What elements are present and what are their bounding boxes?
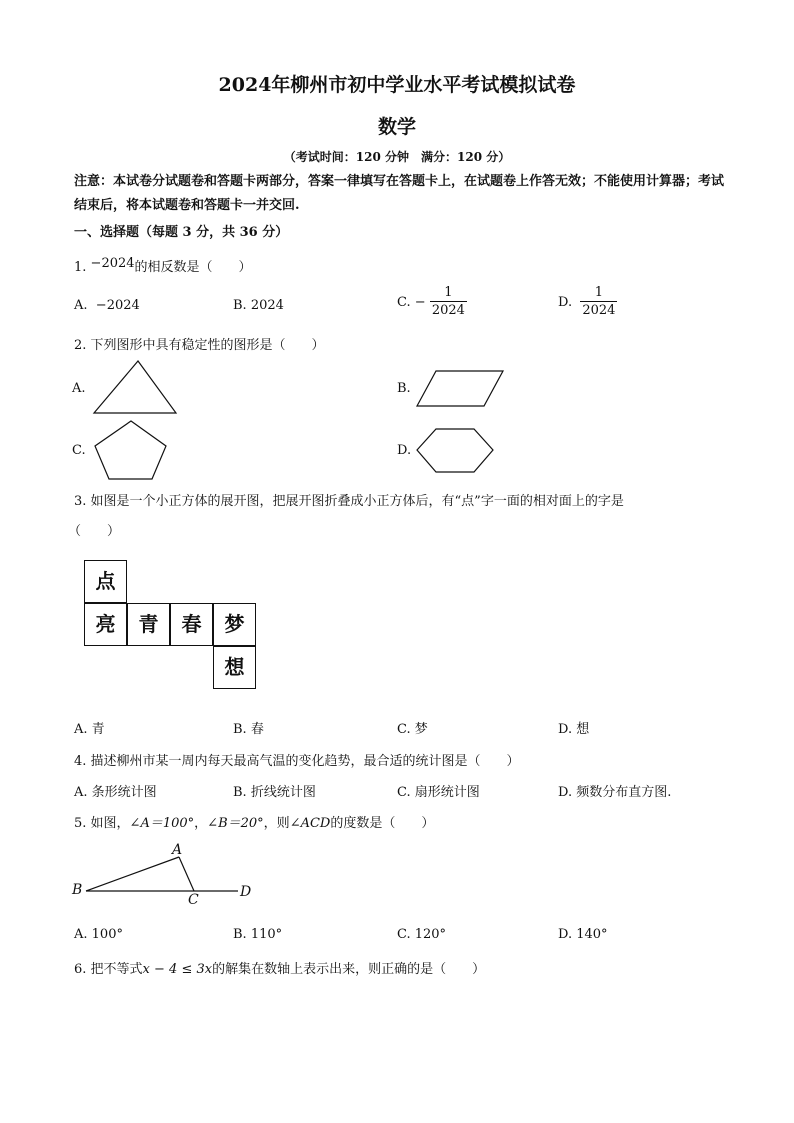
- q1-text: 的相反数是（ ）: [134, 260, 252, 275]
- exam-title: 2024年柳州市初中学业水平考试模拟试卷: [218, 74, 576, 96]
- q5-condition-2: ∠B＝20°: [207, 816, 264, 831]
- question-5: 5. 如图，∠A＝100°，∠B＝20°，则∠ACD的度数是（ ）: [74, 816, 435, 831]
- q1-a-label: A.: [74, 298, 88, 313]
- q6-suffix: 的解集在数轴上表示出来，则正确的是（ ）: [212, 962, 486, 977]
- q3-option-b[interactable]: B. 春: [233, 722, 264, 737]
- q2-option-b-label[interactable]: B.: [397, 381, 411, 396]
- cube-face-4: 春: [170, 603, 213, 646]
- question-6: [74, 958, 485, 977]
- question-2: 2. 下列图形中具有稳定性的图形是（ ）: [74, 338, 325, 353]
- q1-b-label: B.: [233, 298, 247, 313]
- point-label-a: A: [172, 842, 183, 858]
- q1-a-value: −2024: [95, 298, 140, 313]
- q4-option-d[interactable]: D. 频数分布直方图.: [558, 785, 672, 800]
- q1-c-numerator: 1: [430, 285, 467, 302]
- notice: 注意：本试卷分试题卷和答题卡两部分，答案一律填写在答题卡上，在试题卷上作答无效；不能使用计算器；考试结束后，将本试题卷和答题卡一并交回.: [74, 174, 725, 213]
- q1-number: 1.: [74, 260, 87, 275]
- question-4: 4. 描述柳州市某一周内每天最高气温的变化趋势，最合适的统计图是（ ）: [74, 754, 520, 769]
- line-ba: [86, 857, 179, 891]
- q1-c-label: C.: [397, 295, 411, 310]
- q5-option-d[interactable]: D. 140°: [558, 927, 608, 942]
- line-ac: [179, 857, 194, 891]
- q3-option-d[interactable]: D. 想: [558, 722, 590, 737]
- q6-inequality: x − 4 ≤ 3x: [142, 962, 213, 977]
- q5-suffix: 的度数是（ ）: [330, 816, 435, 831]
- cube-face-1: 点: [84, 560, 127, 603]
- q5-option-a[interactable]: A. 100°: [74, 927, 123, 942]
- q2-option-a-label[interactable]: A.: [72, 381, 86, 396]
- q4-option-b[interactable]: B. 折线统计图: [233, 785, 316, 800]
- point-label-c: C: [188, 892, 199, 908]
- q1-d-label: D.: [558, 295, 573, 310]
- q1-c-sign: −: [414, 295, 426, 310]
- q5-target: ∠ACD: [289, 816, 331, 831]
- q1-d-denominator: 2024: [582, 303, 616, 318]
- cube-face-2: 亮: [84, 603, 127, 646]
- cube-face-5: 梦: [213, 603, 256, 646]
- q4-option-a[interactable]: A. 条形统计图: [74, 785, 157, 800]
- section-heading: 一、选择题（每题 3 分，共 36 分）: [74, 225, 289, 240]
- q4-option-c[interactable]: C. 扇形统计图: [397, 785, 480, 800]
- cube-face-6: 想: [213, 646, 256, 689]
- q3-option-a[interactable]: A. 青: [74, 722, 105, 737]
- q5-condition-1: ∠A＝100°: [129, 816, 195, 831]
- q5-option-b[interactable]: B. 110°: [233, 927, 283, 942]
- q1-expression: −2024: [90, 256, 135, 271]
- q2-option-d-label[interactable]: D.: [397, 443, 412, 458]
- point-label-d: D: [240, 884, 252, 900]
- subject-title: 数学: [377, 116, 416, 138]
- q5-mid: ，则: [263, 816, 290, 831]
- q3-option-c[interactable]: C. 梦: [397, 722, 428, 737]
- exam-info: （考试时间：120 分钟 满分：120 分）: [283, 150, 511, 164]
- q2-option-c-label[interactable]: C.: [72, 443, 86, 458]
- q6-prefix: 6. 把不等式: [74, 962, 143, 977]
- q1-d-numerator: 1: [580, 285, 617, 302]
- q5-prefix: 5. 如图，: [74, 816, 130, 831]
- q5-option-c[interactable]: C. 120°: [397, 927, 447, 942]
- q1-c-denominator: 2024: [431, 303, 465, 318]
- q1-b-value: 2024: [250, 298, 284, 313]
- question-3-paren: （ ）: [68, 524, 121, 539]
- point-label-b: B: [72, 882, 83, 898]
- cube-face-3: 青: [127, 603, 170, 646]
- question-3: 3. 如图是一个小正方体的展开图，把展开图折叠成小正方体后，有“点”字一面的相对面上的字是: [74, 494, 624, 509]
